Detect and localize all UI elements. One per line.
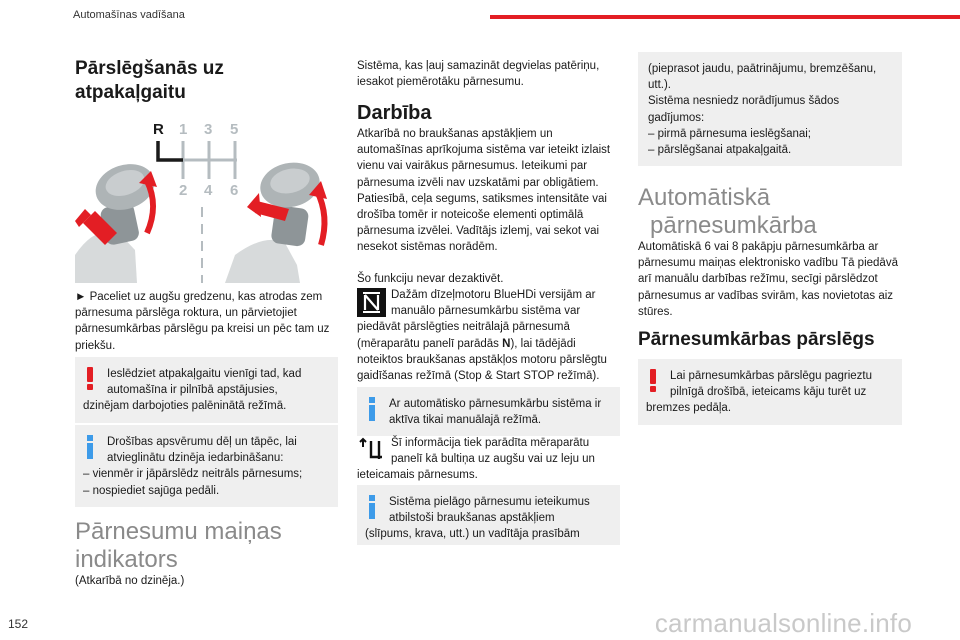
- neutral-symbol: N: [502, 337, 511, 350]
- warning-icon: [646, 368, 668, 394]
- gear-label-1: 1: [179, 121, 188, 138]
- shift-arrow-icon: [357, 435, 386, 464]
- neutral-text: Dažām dīzeļmotoru BlueHDi versijām ar manuālo pārnesumkārbu sistēma var: [391, 289, 596, 318]
- info-icon: [365, 396, 387, 422]
- intro-text: Sistēma, kas ļauj samazināt degvielas patēriņu, iesakot piemērotāku pārnesumu.: [357, 60, 600, 89]
- operation-body: Atkarībā no braukšanas apstākļiem un automašīnas aprīkojuma sistēma var ieteikt izlaist vienu vai vairākus pārnesumus. Ieteikumi par pārnesuma izvēli nav uzskatāmi par obligātiem. Patiesībā, ceļa segums, satiksmes intensitāte vai drošība tomēr ir noteicoše elementi optimālā pārnesuma izvēlei. Vadītājs izlemj, vai sekot vai nesekot sistēmas norādēm.: [357, 128, 611, 254]
- heading-line: Pārslēgšanās uz: [75, 58, 224, 79]
- reverse-gear-illustration: [75, 115, 338, 283]
- heading-line: Pārnesumu maiņas: [75, 518, 282, 545]
- warning-note-reverse: [75, 357, 338, 423]
- left-gear-knob: [75, 157, 160, 283]
- header-accent-bar: [490, 15, 960, 19]
- info-text-cont: (slīpums, krava, utt.) un vadītāja prasībām: [365, 528, 580, 541]
- info-text: Sistēma pielāgo pārnesumu ieteikumus atbilstoši braukšanas apstākļiem: [389, 496, 590, 525]
- info-text: Drošības apsvērumu dēļ un tāpēc, lai atvieglinātu dzinēja iedarbināšanu:: [107, 436, 297, 465]
- instruction-text: ► Paceliet uz augšu gredzenu, kas atrodas zem pārnesuma pārslēga roktura, un pārvietojiet pārnesumkārbas pārslēgu pa kreisi un pēc tam uz priekšu.: [75, 291, 330, 352]
- arrow-text-cont: ieteicamais pārnesums.: [357, 469, 478, 482]
- warning-text: Ieslēdziet atpakaļgaitu vienīgi tad, kad automašīna ir pilnībā apstājusies,: [107, 368, 302, 397]
- info-text-cont: (pieprasot jaudu, paātrinājumu, bremzēšanu, utt.).: [648, 63, 877, 92]
- list-item: – pārslēgšanai atpakaļgaitā.: [648, 144, 792, 157]
- gear-label-3: 3: [204, 121, 213, 138]
- info-icon: [365, 494, 387, 520]
- automatic-body: Automātiskā 6 vai 8 pakāpju pārnesumkārba ar pārnesumu maiņas elektronisko vadību Tā piedāvā arī manuālu darbības režīmu, secīgi pārslēdzot pārnesumus ar vadības svirām, kas novietotas aiz stūres.: [638, 241, 898, 318]
- info-note-adapt: [357, 485, 620, 545]
- running-header: Automašīnas vadīšana: [73, 9, 185, 21]
- page-number: 152: [8, 617, 29, 631]
- gear-label-2: 2: [179, 182, 188, 199]
- heading-gear-indicator: [75, 518, 338, 574]
- gear-label-4: 4: [204, 182, 213, 199]
- engine-note: (Atkarībā no dzinēja.): [75, 575, 185, 587]
- heading-line: atpakaļgaitu: [75, 82, 186, 103]
- info-text: Ar automātisko pārnesumkārbu sistēma ir aktīva tikai manuālajā režīmā.: [389, 398, 602, 427]
- warning-text-cont: bremzes pedāļa.: [646, 402, 732, 415]
- gear-label-6: 6: [230, 182, 239, 199]
- heading-line: indikators: [75, 546, 178, 573]
- list-item: – vienmēr ir jāpārslēdz neitrāls pārnesums;: [83, 468, 303, 481]
- neutral-text-cont: ), lai tādējādi noteiktos braukšanas apstākļos motoru pārslēgtu gaidīšanas režīmā (Stop & Start STOP režīmā).: [357, 337, 607, 383]
- arrow-info-text: [357, 435, 620, 484]
- warning-text-cont: dzinējam darbojoties palēninātā režīmā.: [83, 400, 287, 413]
- neutral-gear-text: [357, 287, 620, 384]
- warning-note-selector: [638, 359, 902, 425]
- watermark: carmanualsonline.info: [654, 608, 912, 638]
- heading-line: pārnesumkārba: [650, 212, 817, 239]
- info-note-continued: [638, 52, 902, 166]
- info-text: Sistēma nesniedz norādījumus šādos gadījumos:: [648, 95, 840, 124]
- info-icon: [83, 434, 105, 460]
- heading-gear-selector: Pārnesumkārbas pārslēgs: [638, 329, 875, 350]
- heading-line: Automātiskā: [638, 184, 771, 211]
- no-disable-text: Šo funkciju nevar dezaktivēt.: [357, 273, 504, 285]
- heading-automatic-gearbox: [638, 184, 902, 240]
- warning-text: Lai pārnesumkārbas pārslēgu pagrieztu pilnīgā drošībā, ieteicams kāju turēt uz: [670, 370, 873, 399]
- arrow-text: Šī informācija tiek parādīta mēraparātu panelī kā bultiņa uz augšu vai uz leju un: [391, 437, 595, 466]
- gear-label-r: R: [153, 121, 164, 138]
- list-item: – nospiediet sajūga pedāli.: [83, 484, 220, 497]
- info-note-automatic: [357, 387, 620, 436]
- neutral-gear-icon: [357, 288, 386, 317]
- gear-shift-illustration: [75, 115, 338, 283]
- info-note-safety: [75, 425, 338, 507]
- list-item: – pirmā pārnesuma ieslēgšanai;: [648, 127, 812, 140]
- warning-icon: [83, 366, 105, 392]
- heading-operation: Darbība: [357, 102, 432, 124]
- gear-label-5: 5: [230, 121, 239, 138]
- neutral-text-cont: piedāvāt pārslēgties neitrālajā pārnesumā (mēraparātu panelī parādās: [357, 321, 570, 350]
- right-gear-knob: [225, 157, 327, 283]
- heading-reverse-gear: [75, 57, 338, 105]
